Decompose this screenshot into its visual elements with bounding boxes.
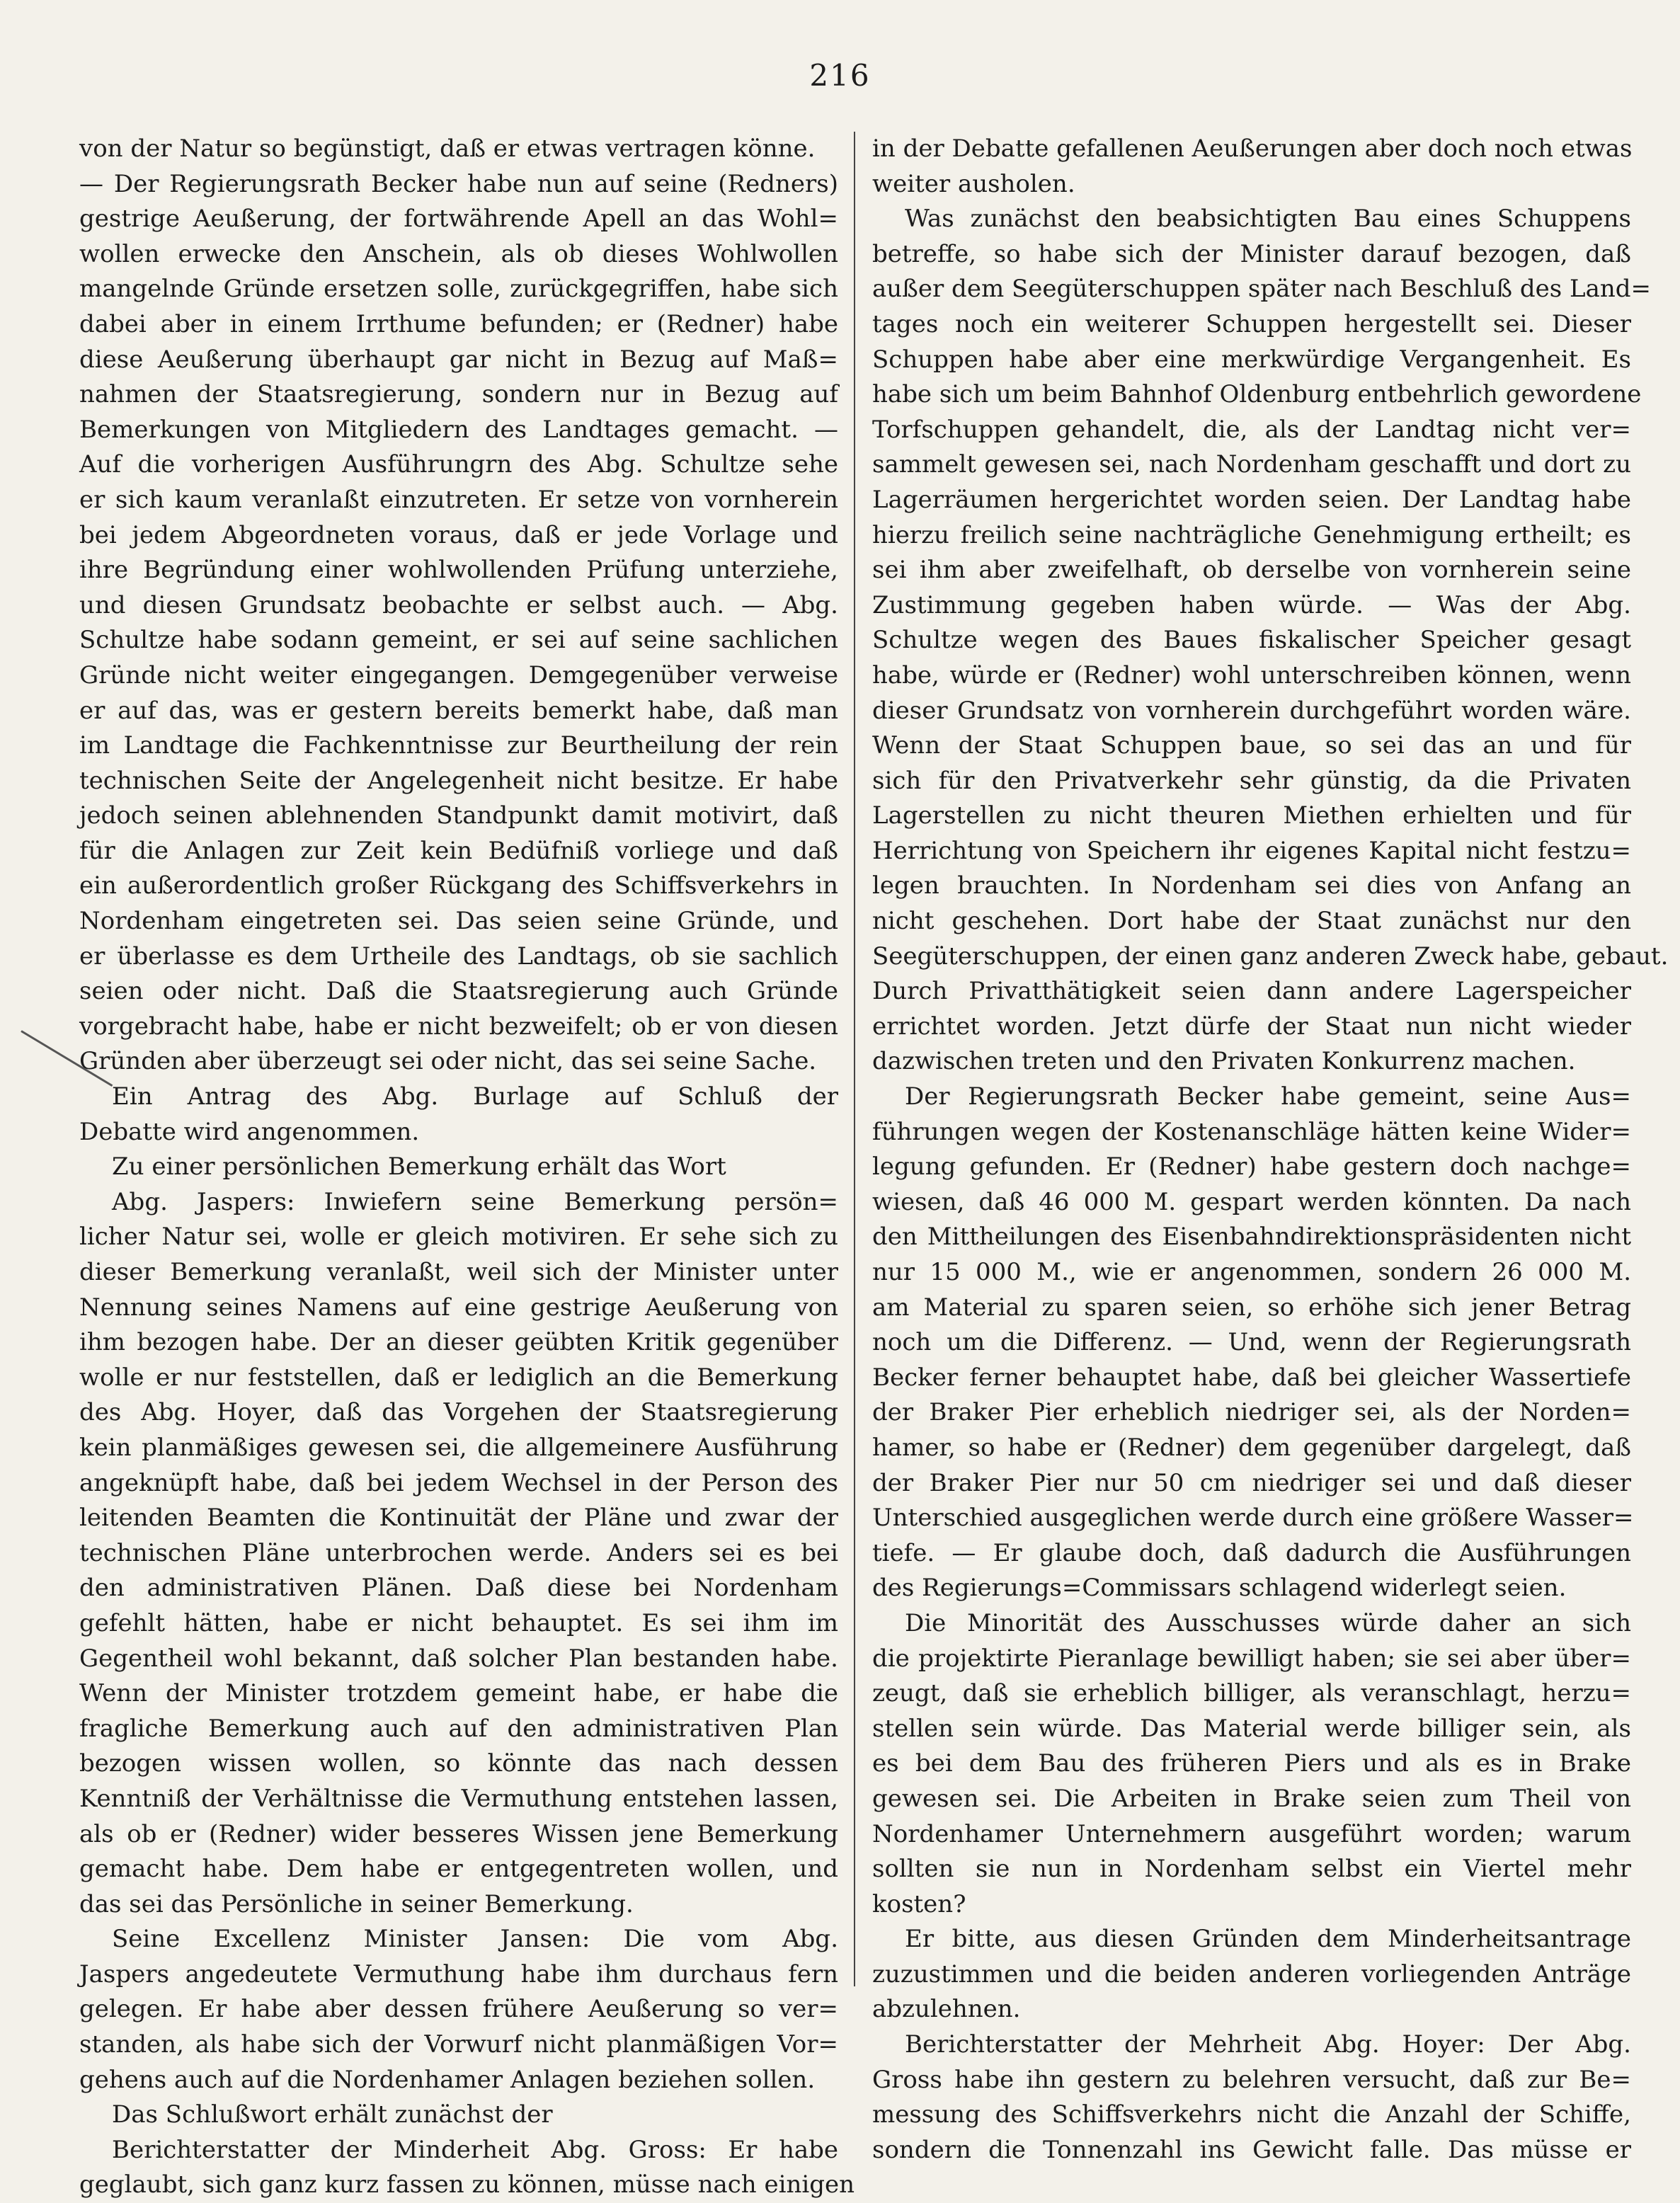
text-line: Herrichtung von Speichern ihr eigenes Kapital nicht festzu= — [872, 836, 1631, 865]
text-line: standen, als habe sich der Vorwurf nicht planmäßigen Vor= — [79, 2030, 838, 2059]
text-line: Unterschied ausgeglichen werde durch eine größere Wasser= — [872, 1504, 1634, 1533]
text-line: gestrige Aeußerung, der fortwährende Apell an das Wohl= — [79, 205, 838, 234]
text-line: Auf die vorherigen Ausführungrn des Abg. Schultze sehe — [79, 450, 838, 479]
text-line: er sich kaum veranlaßt einzutreten. Er setze von vornherein — [79, 485, 838, 514]
text-line: dabei aber in einem Irrthume befunden; er (Redner) habe — [79, 309, 838, 338]
text-line: Debatte wird angenommen. — [79, 1117, 420, 1146]
text-line: kosten? — [872, 1889, 966, 1918]
text-line: sondern die Tonnenzahl ins Gewicht falle. Das müsse er — [872, 2135, 1631, 2164]
text-line: als ob er (Redner) wider besseres Wissen jene Bemerkung — [79, 1819, 838, 1848]
text-line: Das Schlußwort erhält zunächst der — [112, 2100, 553, 2129]
column-divider — [854, 132, 855, 1986]
text-line: hamer, so habe er (Redner) dem gegenüber dargelegt, daß — [872, 1433, 1631, 1462]
text-line: Jaspers angedeutete Vermuthung habe ihm durchaus fern — [79, 1959, 838, 1989]
text-line: Gross habe ihn gestern zu belehren versucht, daß zur Be= — [872, 2065, 1631, 2094]
text-line: zuzustimmen und die beiden anderen vorliegenden Anträge — [872, 1959, 1631, 1989]
text-line: mangelnde Gründe ersetzen solle, zurückgegriffen, habe sich — [79, 275, 838, 304]
text-line: wiesen, daß 46 000 M. gespart werden könnten. Da nach — [872, 1187, 1631, 1216]
text-line: Was zunächst den beabsichtigten Bau eines Schuppens — [905, 205, 1631, 234]
text-line: wolle er nur feststellen, daß er lediglich an die Bemerkung — [79, 1363, 838, 1392]
text-line: weiter ausholen. — [872, 169, 1075, 198]
text-line: Becker ferner behauptet habe, daß bei gleicher Wassertiefe — [872, 1363, 1631, 1392]
text-line: errichtet worden. Jetzt dürfe der Staat nun nicht wieder — [872, 1012, 1631, 1041]
text-line: den Mittheilungen des Eisenbahndirektionspräsidenten nicht — [872, 1223, 1631, 1252]
text-line: für die Anlagen zur Zeit kein Bedüfniß vorliege und daß — [79, 836, 838, 865]
text-line: des Regierungs=Commissars schlagend widerlegt seien. — [872, 1574, 1567, 1603]
text-line: Lagerräumen hergerichtet worden seien. Der Landtag habe — [872, 485, 1631, 514]
text-line: Der Regierungsrath Becker habe gemeint, seine Aus= — [905, 1082, 1631, 1111]
text-line: gemacht habe. Dem habe er entgegentreten wollen, und — [79, 1855, 838, 1884]
text-line: Bemerkungen von Mitgliedern des Landtages gemacht. — — [79, 415, 838, 444]
text-line: der Braker Pier nur 50 cm niedriger sei und daß dieser — [872, 1468, 1631, 1497]
text-line: vorgebracht habe, habe er nicht bezweifelt; ob er von diesen — [79, 1012, 838, 1041]
text-line: der Braker Pier erheblich niedriger sei, als der Norden= — [872, 1398, 1631, 1427]
text-line: Seine Excellenz Minister Jansen: Die vom Abg. — [112, 1925, 838, 1954]
text-line: Abg. Jaspers: Inwiefern seine Bemerkung persön= — [112, 1187, 838, 1216]
text-line: es bei dem Bau des früheren Piers und als es in Brake — [872, 1749, 1631, 1778]
text-line: habe sich um beim Bahnhof Oldenburg entbehrlich gewordene — [872, 380, 1642, 409]
text-line: legen brauchten. In Nordenham sei dies von Anfang an — [872, 871, 1631, 900]
text-line: Kenntniß der Verhältnisse die Vermuthung entstehen lassen, — [79, 1784, 838, 1813]
text-line: Seegüterschuppen, der einen ganz anderen Zweck habe, gebaut. — [872, 942, 1669, 971]
text-line: den administrativen Plänen. Daß diese bei Nordenham — [79, 1574, 838, 1603]
text-line: Schultze wegen des Baues fiskalischer Speicher gesagt — [872, 626, 1631, 655]
text-line: in der Debatte gefallenen Aeußerungen aber doch noch etwas — [872, 135, 1633, 163]
text-line: Berichterstatter der Minderheit Abg. Gross: Er habe — [112, 2135, 838, 2164]
text-line: stellen sein würde. Das Material werde billiger sein, als — [872, 1714, 1631, 1743]
text-line: geglaubt, sich ganz kurz fassen zu können, müsse nach einigen — [79, 2170, 855, 2199]
text-line: im Landtage die Fachkenntnisse zur Beurtheilung der rein — [79, 731, 838, 760]
text-line: sammelt gewesen sei, nach Nordenham geschafft und dort zu — [872, 450, 1631, 479]
text-line: führungen wegen der Kostenanschläge hätten keine Wider= — [872, 1117, 1631, 1146]
text-line: Durch Privatthätigkeit seien dann andere Lagerspeicher — [872, 977, 1631, 1006]
text-line: Nordenham eingetreten sei. Das seien seine Gründe, und — [79, 907, 838, 936]
text-line: Schuppen habe aber eine merkwürdige Vergangenheit. Es — [872, 345, 1631, 374]
text-line: — Der Regierungsrath Becker habe nun auf seine (Redners) — [79, 169, 838, 198]
text-line: dazwischen treten und den Privaten Konkurrenz machen. — [872, 1047, 1576, 1076]
text-line: technischen Pläne unterbrochen werde. Anders sei es bei — [79, 1538, 838, 1567]
text-line: wollen erwecke den Anschein, als ob dieses Wohlwollen — [79, 239, 838, 268]
text-line: jedoch seinen ablehnenden Standpunkt damit motivirt, daß — [79, 801, 838, 830]
text-line: kein planmäßiges gewesen sei, die allgemeinere Ausführung — [79, 1433, 838, 1462]
text-line: leitenden Beamten die Kontinuität der Pläne und zwar der — [79, 1504, 838, 1533]
text-line: messung des Schiffsverkehrs nicht die Anzahl der Schiffe, — [872, 2100, 1631, 2129]
text-line: am Material zu sparen seien, so erhöhe sich jener Betrag — [872, 1293, 1631, 1322]
text-line: er überlasse es dem Urtheile des Landtags, ob sie sachlich — [79, 942, 838, 971]
text-line: er auf das, was er gestern bereits bemerkt habe, daß man — [79, 696, 838, 725]
text-line: sei ihm aber zweifelhaft, ob derselbe von vornherein seine — [872, 556, 1631, 585]
text-line: Berichterstatter der Mehrheit Abg. Hoyer: Der Abg. — [905, 2030, 1631, 2059]
text-line: diese Aeußerung überhaupt gar nicht in Bezug auf Maß= — [79, 345, 838, 374]
right-text-column — [872, 132, 1669, 2168]
text-line: nicht geschehen. Dort habe der Staat zunächst nur den — [872, 907, 1631, 936]
text-line: außer dem Seegüterschuppen später nach Beschluß des Land= — [872, 275, 1652, 304]
text-line: nahmen der Staatsregierung, sondern nur in Bezug auf — [79, 380, 838, 409]
text-line: Nennung seines Namens auf eine gestrige Aeußerung von — [79, 1293, 838, 1322]
text-line: nur 15 000 M., wie er angenommen, sondern 26 000 M. — [872, 1258, 1631, 1286]
text-line: Gründe nicht weiter eingegangen. Demgegenüber verweise — [79, 660, 838, 689]
text-line: noch um die Differenz. — Und, wenn der Regierungsrath — [872, 1328, 1631, 1357]
text-line: dieser Bemerkung veranlaßt, weil sich der Minister unter — [79, 1258, 838, 1286]
text-line: Lagerstellen zu nicht theuren Miethen erhielten und für — [872, 801, 1631, 830]
text-line: und diesen Grundsatz beobachte er selbst auch. — Abg. — [79, 590, 838, 619]
text-line: zeugt, daß sie erheblich billiger, als veranschlagt, herzu= — [872, 1679, 1631, 1708]
page-number: 216 — [809, 58, 871, 93]
text-line: gehens auch auf die Nordenhamer Anlagen beziehen sollen. — [79, 2065, 816, 2094]
text-line: technischen Seite der Angelegenheit nicht besitze. Er habe — [79, 766, 838, 795]
text-line: Die Minorität des Ausschusses würde daher an sich — [905, 1608, 1631, 1637]
text-line: gefehlt hätten, habe er nicht behauptet. Es sei ihm im — [79, 1608, 838, 1637]
text-line: gelegen. Er habe aber dessen frühere Aeußerung so ver= — [79, 1995, 838, 2024]
text-line: Schultze habe sodann gemeint, er sei auf seine sachlichen — [79, 626, 838, 655]
text-line: Gegentheil wohl bekannt, daß solcher Plan bestanden habe. — [79, 1644, 838, 1673]
text-line: Nordenhamer Unternehmern ausgeführt worden; warum — [872, 1819, 1631, 1848]
left-text-column — [79, 132, 855, 2203]
text-line: seien oder nicht. Daß die Staatsregierung auch Gründe — [79, 977, 838, 1006]
text-line: des Abg. Hoyer, daß das Vorgehen der Staatsregierung — [79, 1398, 838, 1427]
text-line: licher Natur sei, wolle er gleich motiviren. Er sehe sich zu — [79, 1223, 838, 1252]
text-line: hierzu freilich seine nachträgliche Genehmigung ertheilt; es — [872, 520, 1631, 549]
text-line: sollten sie nun in Nordenham selbst ein Viertel mehr — [872, 1855, 1631, 1884]
text-line: ihre Begründung einer wohlwollenden Prüfung unterziehe, — [79, 556, 838, 585]
text-line: tages noch ein weiterer Schuppen hergestellt sei. Dieser — [872, 309, 1631, 338]
text-line: Wenn der Staat Schuppen baue, so sei das an und für — [872, 731, 1631, 760]
text-line: betreffe, so habe sich der Minister darauf bezogen, daß — [872, 239, 1631, 268]
text-line: bezogen wissen wollen, so könnte das nach dessen — [79, 1749, 838, 1778]
text-line: bei jedem Abgeordneten voraus, daß er jede Vorlage und — [79, 520, 838, 549]
text-line: die projektirte Pieranlage bewilligt haben; sie sei aber über= — [872, 1644, 1631, 1673]
text-line: von der Natur so begünstigt, daß er etwas vertragen könne. — [79, 135, 816, 163]
text-line: Zu einer persönlichen Bemerkung erhält das Wort — [112, 1152, 726, 1181]
text-line: ihm bezogen habe. Der an dieser geübten Kritik gegenüber — [79, 1328, 838, 1357]
text-line: ein außerordentlich großer Rückgang des Schiffsverkehrs in — [79, 871, 838, 900]
text-line: das sei das Persönliche in seiner Bemerkung. — [79, 1889, 634, 1918]
text-line: dieser Grundsatz von vornherein durchgeführt worden wäre. — [872, 696, 1631, 725]
text-line: Er bitte, aus diesen Gründen dem Minderheitsantrage — [905, 1925, 1631, 1954]
text-line: Ein Antrag des Abg. Burlage auf Schluß der — [112, 1082, 838, 1111]
text-line: fragliche Bemerkung auch auf den administrativen Plan — [79, 1714, 838, 1743]
text-line: Zustimmung gegeben haben würde. — Was der Abg. — [872, 590, 1631, 619]
text-line: gewesen sei. Die Arbeiten in Brake seien zum Theil von — [872, 1784, 1631, 1813]
text-line: Wenn der Minister trotzdem gemeint habe, er habe die — [79, 1679, 838, 1708]
text-line: tiefe. — Er glaube doch, daß dadurch die Ausführungen — [872, 1538, 1631, 1567]
text-line: Torfschuppen gehandelt, die, als der Landtag nicht ver= — [872, 415, 1631, 444]
text-line: Gründen aber überzeugt sei oder nicht, das sei seine Sache. — [79, 1047, 817, 1076]
text-line: legung gefunden. Er (Redner) habe gestern doch nachge= — [872, 1152, 1631, 1181]
text-line: sich für den Privatverkehr sehr günstig, da die Privaten — [872, 766, 1631, 795]
text-line: habe, würde er (Redner) wohl unterschreiben können, wenn — [872, 660, 1631, 689]
text-line: angeknüpft habe, daß bei jedem Wechsel in der Person des — [79, 1468, 838, 1497]
text-line: abzulehnen. — [872, 1995, 1021, 2024]
